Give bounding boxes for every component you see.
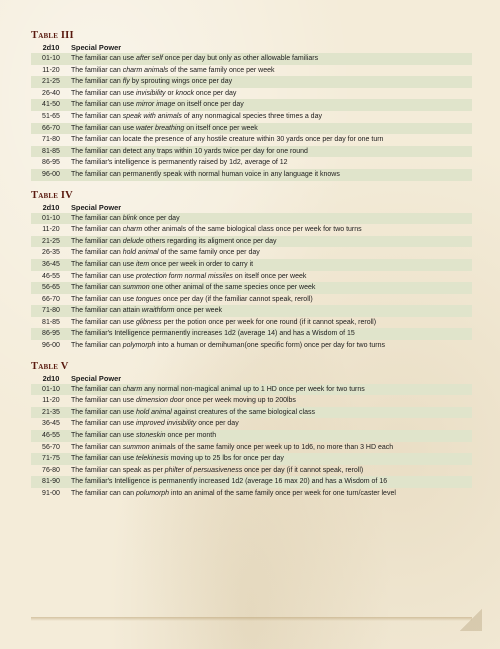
description-text: The familiar can (71, 342, 123, 350)
description-text: into a human or demihuman(one specific form) once per day for two turns (155, 342, 385, 350)
roll-range: 71-75 (42, 455, 60, 463)
table-title: Table III (31, 30, 74, 41)
power-description (71, 294, 472, 306)
description-text: once per month (165, 432, 217, 440)
description-text: The familiar can use (71, 260, 136, 268)
table-row (31, 65, 472, 77)
description-text: The familiar can use (71, 124, 136, 132)
table-row (31, 111, 472, 123)
table-row (31, 53, 472, 65)
table-row (31, 305, 472, 317)
power-description (71, 88, 472, 100)
spell-name: philter of persuasiveness (164, 466, 243, 474)
table-row (31, 157, 472, 169)
spell-name: fly (122, 78, 130, 86)
description-text: The familiar can (71, 66, 123, 74)
power-description (71, 305, 472, 317)
power-description (71, 76, 472, 88)
spell-name: summon (122, 443, 150, 451)
description-text: once per week in order to carry it (149, 260, 254, 268)
spell-name: stoneskin (135, 432, 166, 440)
table-row (31, 395, 472, 407)
table-row (31, 271, 472, 283)
description-text: once per day (196, 420, 239, 428)
description-text: on itself once per week (232, 272, 307, 280)
description-text: The familiar can (71, 226, 123, 234)
description-text: The familiar can use (71, 432, 136, 440)
power-description (71, 418, 472, 430)
power-description (71, 99, 472, 111)
table-row (31, 282, 472, 294)
description-text: The familiar can use (71, 55, 136, 62)
spell-name: item (135, 260, 150, 268)
roll-range: 46-55 (42, 432, 60, 440)
spell-name: polumorph (135, 490, 170, 497)
roll-range: 26-40 (42, 89, 60, 97)
table-row (31, 213, 472, 225)
description-text: of the same family once per week (168, 66, 275, 74)
description-text: The familiar can permanently speak with normal human voice in any language it knows (71, 170, 340, 178)
power-description (71, 442, 472, 454)
spell-name: invisibility (135, 89, 166, 97)
power-description (71, 259, 472, 271)
description-text: The familiar can locate the presence of any hostile creature within 30 yards once per day for one turn (71, 136, 384, 144)
roll-range: 11-20 (42, 226, 60, 234)
table-block (31, 361, 472, 500)
roll-range: 41-50 (42, 101, 60, 109)
spell-name: polymorph (122, 342, 156, 350)
table-row (31, 328, 472, 340)
description-text: by sprouting wings once per day (129, 78, 233, 86)
description-text: The familiar can (71, 443, 123, 451)
table-row (31, 340, 472, 352)
roll-range: 46-55 (42, 272, 60, 280)
spell-name: hold animal (122, 249, 159, 257)
table-row (31, 465, 472, 477)
table-row (31, 430, 472, 442)
table-body (31, 53, 472, 181)
roll-range: 21-25 (42, 237, 60, 245)
page-curl-decoration (460, 609, 482, 631)
description-text: one other animal of the same species once per week (149, 284, 316, 292)
spell-name: hold animal (135, 408, 172, 416)
table-row (31, 442, 472, 454)
power-description (71, 111, 472, 123)
spell-name: wraithform (141, 307, 175, 315)
roll-range: 26-35 (42, 249, 60, 257)
power-description (71, 317, 472, 329)
description-text: The familiar can (71, 214, 123, 222)
roll-range: 51-65 (42, 112, 60, 120)
description-text: of the same family once per day (158, 249, 260, 257)
description-text: The familiar can attain (71, 307, 142, 315)
roll-range: 76-80 (42, 466, 60, 474)
description-text: The familiar's Intelligence is permanently increased 1d2 (average 16 max 20) and has a Wisdom of 16 (71, 478, 388, 486)
table-row (31, 247, 472, 259)
roll-range: 81-90 (42, 478, 60, 486)
table-body (31, 384, 472, 500)
description-text: others regarding its aligment once per day (143, 237, 277, 245)
table-row (31, 88, 472, 100)
table-body (31, 213, 472, 352)
description-text: The familiar can use (71, 89, 136, 97)
spell-name: charm (122, 385, 143, 393)
power-description (71, 123, 472, 135)
spell-name: charm (122, 226, 143, 234)
roll-range: 56-70 (42, 443, 60, 451)
spell-name: glibness (135, 318, 162, 326)
power-description (71, 247, 472, 259)
table-header-row (31, 202, 472, 213)
table-row (31, 294, 472, 306)
power-description (71, 53, 472, 65)
roll-range: 21-25 (42, 78, 60, 86)
spell-name: protection form normal missiles (135, 272, 233, 280)
spell-name: blink (122, 214, 138, 222)
table-row (31, 169, 472, 181)
roll-range: 71-80 (42, 307, 60, 315)
description-text: The familiar can use (71, 318, 136, 326)
table-row (31, 134, 472, 146)
spell-name: water breathing (135, 124, 185, 132)
tables-container (31, 30, 472, 500)
description-text: once per day (193, 89, 237, 97)
description-text: The familiar can can (71, 490, 136, 497)
description-text: The familiar can (71, 249, 123, 257)
column-header-roll: 2d10 (42, 373, 60, 383)
roll-range: 81-85 (42, 147, 60, 155)
description-text: of any nonmagical species three times a day (181, 112, 322, 120)
roll-range: 96-00 (42, 342, 60, 350)
power-description (71, 328, 472, 340)
roll-range: 36-45 (42, 260, 60, 268)
spell-name: after self (135, 55, 163, 62)
description-text: The familiar can use (71, 408, 136, 416)
description-text: The familiar can use (71, 272, 136, 280)
table-title: Table V (31, 360, 69, 372)
spell-name: tongues (135, 295, 161, 303)
table-row (31, 418, 472, 430)
description-text: The familiar can (71, 112, 123, 120)
footer-divider (31, 617, 472, 621)
description-text: other animals of the same biological class once per week for two turns (142, 226, 362, 234)
description-text: animals of the same family once per week up to 1d6, no more than 3 HD each (149, 443, 394, 451)
power-description (71, 430, 472, 442)
description-text: The familiar can (71, 284, 123, 292)
description-text: against creatures of the same biological class (171, 408, 315, 416)
table-row (31, 453, 472, 465)
description-text: The familiar's Intelligence permanently increases 1d2 (average 14) and has a Wisdom of 15 (71, 330, 355, 338)
power-description (71, 134, 472, 146)
description-text: The familiar can (71, 78, 123, 86)
power-description (71, 146, 472, 158)
description-text: on itself once per week (184, 124, 258, 132)
roll-range: 71-80 (42, 136, 60, 144)
table-row (31, 224, 472, 236)
description-text: The familiar can use (71, 455, 136, 463)
table-row (31, 488, 472, 500)
power-description (71, 488, 472, 500)
table-row (31, 146, 472, 158)
table-row (31, 76, 472, 88)
power-description (71, 169, 472, 181)
roll-range: 36-45 (42, 420, 60, 428)
description-text: once per week (174, 307, 222, 315)
description-text: The familiar can detect any traps within 10 yards twice per day for one round (71, 147, 308, 155)
roll-range: 96-00 (42, 170, 60, 178)
roll-range: 81-85 (42, 318, 60, 326)
table-row (31, 259, 472, 271)
power-description (71, 157, 472, 169)
description-text: into an animal of the same family once per week for one turn/caster level (169, 490, 396, 497)
power-description (71, 236, 472, 248)
description-text: moving up to 25 lbs for once per day (168, 455, 284, 463)
description-text: once per week moving up to 200lbs (183, 397, 296, 405)
table-header-row (31, 42, 472, 53)
description-text: The familiar can (71, 385, 123, 393)
spell-name: telekinesis (135, 455, 169, 463)
power-description (71, 465, 472, 477)
power-description (71, 271, 472, 283)
table-header-row (31, 373, 472, 384)
roll-range: 66-70 (42, 295, 60, 303)
power-description (71, 476, 472, 488)
description-text: The familiar can use (71, 420, 136, 428)
roll-range: 11-20 (42, 66, 60, 74)
column-header-power: Special Power (71, 373, 122, 383)
spell-name: dimension door (135, 397, 184, 405)
column-header-roll: 2d10 (42, 43, 60, 52)
description-text: once per day (if the familiar cannot speak, reroll) (160, 295, 313, 303)
roll-range: 21-35 (42, 408, 60, 416)
table-title: Table IV (31, 189, 73, 201)
description-text: any normal non-magical animal up to 1 HD once per week for two turns (142, 385, 365, 393)
roll-range: 66-70 (42, 124, 60, 132)
table-row (31, 123, 472, 135)
column-header-power: Special Power (71, 43, 122, 52)
power-description (71, 395, 472, 407)
description-text: The familiar can speak as per (71, 466, 165, 474)
description-text: on itself once per day (175, 101, 244, 109)
table-row (31, 317, 472, 329)
description-text: once per day (137, 214, 180, 222)
power-description (71, 282, 472, 294)
description-text: The familiar's intelligence is permanently raised by 1d2, average of 12 (71, 159, 288, 167)
description-text: The familiar can use (71, 101, 136, 109)
power-description (71, 65, 472, 77)
power-description (71, 453, 472, 465)
roll-range: 11-20 (42, 397, 60, 405)
roll-range: 01-10 (42, 385, 60, 393)
description-text: or (165, 89, 176, 97)
description-text: The familiar can (71, 237, 123, 245)
power-description (71, 224, 472, 236)
table-block (31, 30, 472, 181)
spell-name: charm animals (122, 66, 169, 74)
table-row (31, 384, 472, 396)
roll-range: 86-95 (42, 330, 60, 338)
spell-name: delude (122, 237, 144, 245)
roll-range: 01-10 (42, 55, 60, 62)
roll-range: 91-00 (42, 490, 60, 497)
spell-name: improved invisibility (135, 420, 197, 428)
table-block (31, 190, 472, 352)
spell-name: summon (122, 284, 150, 292)
column-header-roll: 2d10 (42, 202, 60, 212)
spell-name: mirror image (135, 101, 176, 109)
description-text: The familiar can use (71, 397, 136, 405)
roll-range: 56-65 (42, 284, 60, 292)
power-description (71, 340, 472, 352)
description-text: per the potion once per week for one round (if it cannot speak, reroll) (161, 318, 377, 326)
description-text: once per day (if it cannot speak, reroll) (242, 466, 364, 474)
table-row (31, 407, 472, 419)
description-text: once per day but only as other allowable familiars (162, 55, 319, 62)
power-description (71, 213, 472, 225)
table-row (31, 236, 472, 248)
power-description (71, 407, 472, 419)
spell-name: speak with animals (122, 112, 182, 120)
description-text: The familiar can use (71, 295, 136, 303)
roll-range: 86-95 (42, 159, 60, 167)
table-row (31, 476, 472, 488)
roll-range: 01-10 (42, 214, 60, 222)
power-description (71, 384, 472, 396)
spell-name: knock (175, 89, 194, 97)
table-row (31, 99, 472, 111)
column-header-power: Special Power (71, 202, 122, 212)
